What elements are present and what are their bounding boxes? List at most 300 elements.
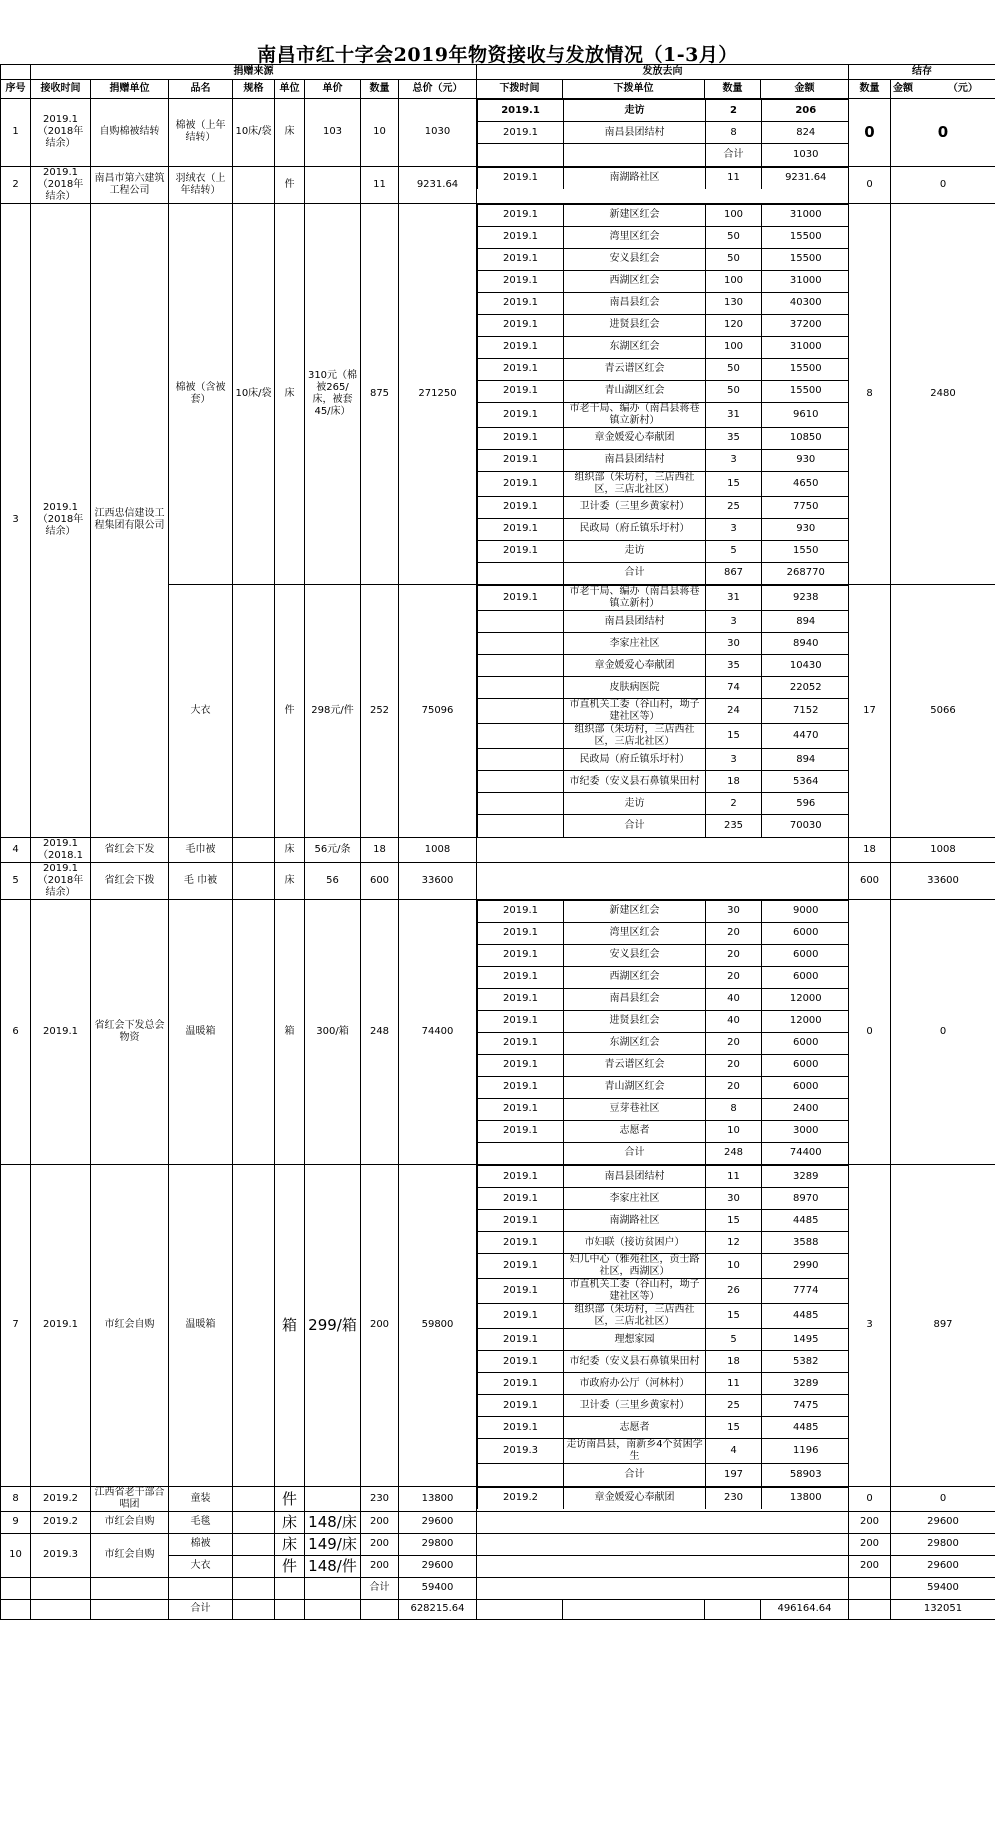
unit-cell: 箱 [275,899,305,1165]
spec-cell [233,166,275,203]
dist-unit: 皮肤病医院 [564,677,706,699]
dist-date: 2019.1 [478,1329,564,1351]
distribution-row [478,518,849,540]
dist-date: 2019.1 [478,966,564,988]
distribution-subtable [477,99,849,166]
qty-cell: 10 [361,99,399,167]
dist-amount: 7475 [762,1395,849,1417]
dist-amount: 1495 [762,1329,849,1351]
distribution-row [478,1351,849,1373]
spec-cell [233,1486,275,1511]
item-name-cell: 羽绒衣（上年结转） [169,166,233,203]
report-table [0,64,995,1620]
price-cell [305,166,361,203]
distribution-row [478,1395,849,1417]
dist-date: 2019.1 [478,471,564,496]
distribution-row [478,1098,849,1120]
dist-date: 2019.1 [478,380,564,402]
total-price-cell: 9231.64 [399,166,477,203]
qty-cell: 200 [361,1533,399,1555]
dist-qty: 24 [706,699,762,724]
item-name-cell: 大衣 [169,1555,233,1577]
dist-amount: 70030 [762,815,849,837]
dist-date: 2019.1 [478,314,564,336]
donor-cell: 省红会下拨 [91,862,169,899]
dist-qty: 248 [706,1142,762,1164]
dist-qty: 235 [706,815,762,837]
dist-unit: 组织部（朱坊村，三店西社区，三店北社区） [564,724,706,749]
table-row [1,1486,995,1511]
item-name-cell: 棉被（上年结转） [169,99,233,167]
dist-amount: 1196 [762,1439,849,1464]
dist-amount: 7774 [762,1279,849,1304]
total-price-cell: 75096 [399,585,477,838]
dist-unit: 市老干局、编办（南昌县蒋巷镇立新村） [564,402,706,427]
empty-cell [563,1599,705,1619]
column-header: 数量 [361,80,399,99]
grand-total-label: 合计 [169,1599,233,1619]
dist-amount: 1030 [762,144,849,166]
column-header: 单价 [305,80,361,99]
subtotal-row [1,1577,995,1599]
dist-amount: 9610 [762,402,849,427]
donor-cell: 自购棉被结转 [91,99,169,167]
dist-amount: 4485 [762,1210,849,1232]
spec-cell [233,1555,275,1577]
dist-amount: 15500 [762,248,849,270]
seq-cell: 9 [1,1511,31,1533]
dist-date: 2019.1 [478,1304,564,1329]
item-name-cell: 毛巾被 [169,837,233,862]
distribution-cell [477,99,849,167]
spec-cell [233,899,275,1165]
dist-qty: 50 [706,380,762,402]
donor-cell: 省红会下发 [91,837,169,862]
dist-unit: 南昌县红会 [564,988,706,1010]
dist-date: 2019.1 [478,1076,564,1098]
distribution-row [478,248,849,270]
dist-unit: 合计 [564,562,706,584]
dist-amount: 824 [762,122,849,144]
distribution-row [478,336,849,358]
receive-date-cell: 2019.1（2018.1 [31,837,91,862]
dist-date: 2019.1 [478,922,564,944]
dist-unit: 民政局（府丘镇乐圩村） [564,518,706,540]
group-header-row [1,65,995,80]
total-price-cell: 29600 [399,1555,477,1577]
total-price-cell: 33600 [399,862,477,899]
dist-amount: 4485 [762,1304,849,1329]
dist-qty: 100 [706,204,762,226]
dist-qty: 3 [706,518,762,540]
unit-cell: 床 [275,203,305,585]
dist-unit: 合计 [564,815,706,837]
dist-amount: 15500 [762,358,849,380]
stock-amount-cell: 5066 [891,585,995,838]
receive-date-cell: 2019.1 [31,899,91,1165]
dist-date: 2019.1 [478,358,564,380]
dist-date: 2019.1 [478,1054,564,1076]
dist-qty: 40 [706,1010,762,1032]
stock-amount-cell: 0 [891,1486,995,1511]
distribution-row [478,1464,849,1486]
dist-amount: 3289 [762,1373,849,1395]
dist-date: 2019.1 [478,1098,564,1120]
dist-unit: 妇儿中心（雅苑社区，贡士路社区，西湖区） [564,1254,706,1279]
dist-date: 2019.1 [478,1373,564,1395]
distribution-cell [477,1555,849,1577]
stock-qty-cell: 0 [849,166,891,203]
dist-qty: 20 [706,1076,762,1098]
dist-unit: 市老干局、编办（南昌县蒋巷镇立新村） [564,586,706,611]
price-cell [305,1486,361,1511]
dist-unit: 市纪委（安义县石鼻镇果田村 [564,771,706,793]
dist-date: 2019.1 [478,1166,564,1188]
dist-amount: 3289 [762,1166,849,1188]
dist-qty: 合计 [706,144,762,166]
dist-qty: 10 [706,1120,762,1142]
dist-qty: 35 [706,427,762,449]
receive-date-cell: 2019.1 [31,1165,91,1487]
dist-unit: 志愿者 [564,1417,706,1439]
total-price-cell: 59800 [399,1165,477,1487]
spec-cell [233,1165,275,1487]
stock-amount-cell: 0 [891,166,995,203]
empty-cell [305,1599,361,1619]
dist-qty: 3 [706,749,762,771]
empty-cell [169,1577,233,1599]
dist-unit: 市直机关工委（谷山村，坳子建社区等） [564,1279,706,1304]
price-cell: 148/件 [305,1555,361,1577]
receive-date-cell: 2019.1（2018年结余） [31,862,91,899]
unit-cell: 件 [275,1486,305,1511]
dist-amount: 206 [762,100,849,122]
spec-cell: 10床/袋 [233,203,275,585]
column-header: 数量 [849,80,891,99]
seq-cell: 5 [1,862,31,899]
report-table-wrap [0,64,995,1837]
stock-qty-cell: 200 [849,1555,891,1577]
distribution-row [478,966,849,988]
empty-cell [1,1577,31,1599]
column-header: 捐赠单位 [91,80,169,99]
dist-amount: 6000 [762,922,849,944]
dist-amount: 5364 [762,771,849,793]
distribution-subtable [477,1165,849,1486]
dist-qty: 2 [706,793,762,815]
donor-cell: 江西忠信建设工程集团有限公司 [91,203,169,837]
stock-amount-cell: 29600 [891,1511,995,1533]
distribution-row [478,1329,849,1351]
dist-unit: 南昌县团结村 [564,449,706,471]
item-name-cell: 毛毯 [169,1511,233,1533]
dist-qty: 5 [706,540,762,562]
receive-date-cell: 2019.1（2018年结余） [31,166,91,203]
stock-amount-cell: 2480 [891,203,995,585]
dist-amount: 10850 [762,427,849,449]
dist-qty: 18 [706,771,762,793]
distribution-row [478,1439,849,1464]
dist-date: 2019.1 [478,1279,564,1304]
distribution-row [478,586,849,611]
dist-qty: 8 [706,1098,762,1120]
dist-amount: 6000 [762,1076,849,1098]
dist-date: 2019.1 [478,1032,564,1054]
distribution-row [478,562,849,584]
group-dist-header: 发放去向 [477,65,849,80]
distribution-cell [477,862,849,899]
donor-cell: 省红会下发总会物资 [91,899,169,1165]
empty-cell [31,1599,91,1619]
distribution-row [478,1373,849,1395]
dist-date [478,562,564,584]
dist-unit: 西湖区红会 [564,966,706,988]
dist-qty: 4 [706,1439,762,1464]
qty-cell: 230 [361,1486,399,1511]
dist-qty: 20 [706,966,762,988]
dist-qty: 12 [706,1232,762,1254]
dist-date: 2019.1 [478,292,564,314]
distribution-cell [477,203,849,585]
dist-amount: 930 [762,449,849,471]
distribution-row [478,1279,849,1304]
dist-unit: 理想家园 [564,1329,706,1351]
dist-date: 2019.1 [478,122,564,144]
table-row [1,1533,995,1555]
dist-qty: 867 [706,562,762,584]
dist-date [478,749,564,771]
subtotal-stock: 59400 [891,1577,995,1599]
dist-amount: 4650 [762,471,849,496]
receive-date-cell: 2019.1（2018年结余） [31,203,91,837]
distribution-row [478,724,849,749]
distribution-row [478,815,849,837]
column-header: 下拨单位 [563,80,705,99]
dist-unit: 新建区红会 [564,204,706,226]
receive-date-cell: 2019.2 [31,1486,91,1511]
table-row [1,99,995,167]
dist-date: 2019.1 [478,586,564,611]
distribution-row [478,270,849,292]
dist-unit: 合计 [564,1142,706,1164]
distribution-row [478,1032,849,1054]
dist-qty: 8 [706,122,762,144]
subtotal-total: 59400 [399,1577,477,1599]
distribution-row [478,100,849,122]
dist-unit: 章金媛爱心奉献团 [564,1487,706,1509]
dist-date [478,677,564,699]
dist-unit: 东湖区红会 [564,336,706,358]
dist-date: 2019.1 [478,900,564,922]
total-price-cell: 74400 [399,899,477,1165]
distribution-row [478,1487,849,1509]
dist-qty: 3 [706,611,762,633]
distribution-row [478,402,849,427]
distribution-row [478,1142,849,1164]
group-stock-header: 结存 [849,65,995,80]
dist-amount: 894 [762,611,849,633]
distribution-row [478,204,849,226]
stock-amount-cell: 29800 [891,1533,995,1555]
table-row [1,166,995,203]
dist-amount: 930 [762,518,849,540]
blank-corner-cell [1,65,31,80]
empty-cell [305,1577,361,1599]
distribution-row [478,449,849,471]
seq-cell: 3 [1,203,31,837]
distribution-row [478,1304,849,1329]
distribution-subtable [477,900,849,1165]
dist-date: 2019.2 [478,1487,564,1509]
stock-amount-cell: 33600 [891,862,995,899]
distribution-subtable [477,1487,849,1510]
distribution-cell [477,1511,849,1533]
dist-amount: 31000 [762,204,849,226]
dist-date: 2019.1 [478,944,564,966]
distribution-row [478,988,849,1010]
dist-qty: 11 [706,167,762,189]
distribution-cell [477,1533,849,1555]
dist-qty: 74 [706,677,762,699]
dist-date: 2019.1 [478,248,564,270]
grand-total-value: 628215.64 [399,1599,477,1619]
dist-date [478,793,564,815]
dist-amount: 4470 [762,724,849,749]
subtotal-label: 合计 [361,1577,399,1599]
spec-cell [233,862,275,899]
item-name-cell: 棉被（含被套） [169,203,233,585]
dist-qty: 197 [706,1464,762,1486]
dist-unit: 李家庄社区 [564,633,706,655]
dist-amount: 22052 [762,677,849,699]
column-header: 金额 （元） [891,80,995,99]
price-cell: 103 [305,99,361,167]
dist-date: 2019.1 [478,226,564,248]
price-cell: 299/箱 [305,1165,361,1487]
dist-amount: 31000 [762,270,849,292]
dist-qty: 18 [706,1351,762,1373]
dist-amount: 13800 [762,1487,849,1509]
price-cell: 300/箱 [305,899,361,1165]
spec-cell: 10床/袋 [233,99,275,167]
dist-date [478,633,564,655]
dist-amount: 74400 [762,1142,849,1164]
column-header: 数量 [705,80,761,99]
dist-unit: 青云谱区红会 [564,358,706,380]
distribution-row [478,611,849,633]
price-cell: 310元（棉被265/床，被套45/床） [305,203,361,585]
dist-unit [564,144,706,166]
dist-unit: 湾里区红会 [564,922,706,944]
dist-amount: 31000 [762,336,849,358]
dist-date: 2019.1 [478,449,564,471]
unit-cell: 箱 [275,1165,305,1487]
distribution-row [478,699,849,724]
distribution-cell [477,1486,849,1511]
dist-amount: 37200 [762,314,849,336]
qty-cell: 875 [361,203,399,585]
table-row [1,203,995,585]
dist-qty: 5 [706,1329,762,1351]
dist-unit: 安义县红会 [564,944,706,966]
dist-date: 2019.3 [478,1439,564,1464]
distribution-row [478,944,849,966]
dist-qty: 15 [706,471,762,496]
dist-unit: 进贤县红会 [564,314,706,336]
dist-qty: 25 [706,496,762,518]
stock-qty-cell: 600 [849,862,891,899]
distribution-row [478,314,849,336]
dist-qty: 15 [706,1417,762,1439]
dist-unit: 市妇联（接访贫困户） [564,1232,706,1254]
dist-qty: 2 [706,100,762,122]
dist-qty: 20 [706,1054,762,1076]
dist-date: 2019.1 [478,1210,564,1232]
dist-date: 2019.1 [478,1188,564,1210]
distribution-row [478,226,849,248]
dist-qty: 31 [706,586,762,611]
table-row [1,1511,995,1533]
group-donor-header: 捐赠来源 [31,65,477,80]
dist-qty: 100 [706,270,762,292]
dist-amount: 15500 [762,380,849,402]
total-price-cell: 29600 [399,1511,477,1533]
receive-date-cell: 2019.3 [31,1533,91,1577]
total-price-cell: 271250 [399,203,477,585]
seq-cell: 2 [1,166,31,203]
dist-amount: 58903 [762,1464,849,1486]
dist-amount: 268770 [762,562,849,584]
dist-date: 2019.1 [478,540,564,562]
stock-amount-cell: 0 [891,99,995,167]
distribution-row [478,1210,849,1232]
dist-date [478,724,564,749]
dist-date: 2019.1 [478,1417,564,1439]
dist-unit: 南湖路社区 [564,167,706,189]
stock-qty-cell: 17 [849,585,891,838]
dist-unit: 章金媛爱心奉献团 [564,655,706,677]
dist-unit: 组织部（朱坊村，三店西社区，三店北社区） [564,1304,706,1329]
dist-unit: 新建区红会 [564,900,706,922]
distribution-row [478,471,849,496]
dist-unit: 走访 [564,793,706,815]
column-header: 接收时间 [31,80,91,99]
dist-qty: 10 [706,1254,762,1279]
empty-cell [91,1599,169,1619]
dist-unit: 南昌县团结村 [564,611,706,633]
dist-unit: 卫计委（三里乡黄家村） [564,496,706,518]
dist-qty: 11 [706,1166,762,1188]
receive-date-cell: 2019.1（2018年结余） [31,99,91,167]
dist-qty: 15 [706,1210,762,1232]
dist-unit: 青山湖区红会 [564,1076,706,1098]
stock-qty-cell: 200 [849,1511,891,1533]
dist-date: 2019.1 [478,988,564,1010]
dist-qty: 25 [706,1395,762,1417]
qty-cell: 200 [361,1555,399,1577]
spec-cell [233,837,275,862]
dist-unit: 青山湖区红会 [564,380,706,402]
price-cell: 298元/件 [305,585,361,838]
dist-unit: 章金媛爱心奉献团 [564,427,706,449]
dist-unit: 走访南昌县，南新乡4个贫困学生 [564,1439,706,1464]
dist-date: 2019.1 [478,402,564,427]
dist-unit: 南昌县红会 [564,292,706,314]
page-title: 南昌市红十字会2019年物资接收与发放情况（1-3月） [257,44,738,66]
dist-date: 2019.1 [478,427,564,449]
dist-date: 2019.1 [478,1395,564,1417]
dist-unit: 市纪委（安义县石鼻镇果田村 [564,1351,706,1373]
